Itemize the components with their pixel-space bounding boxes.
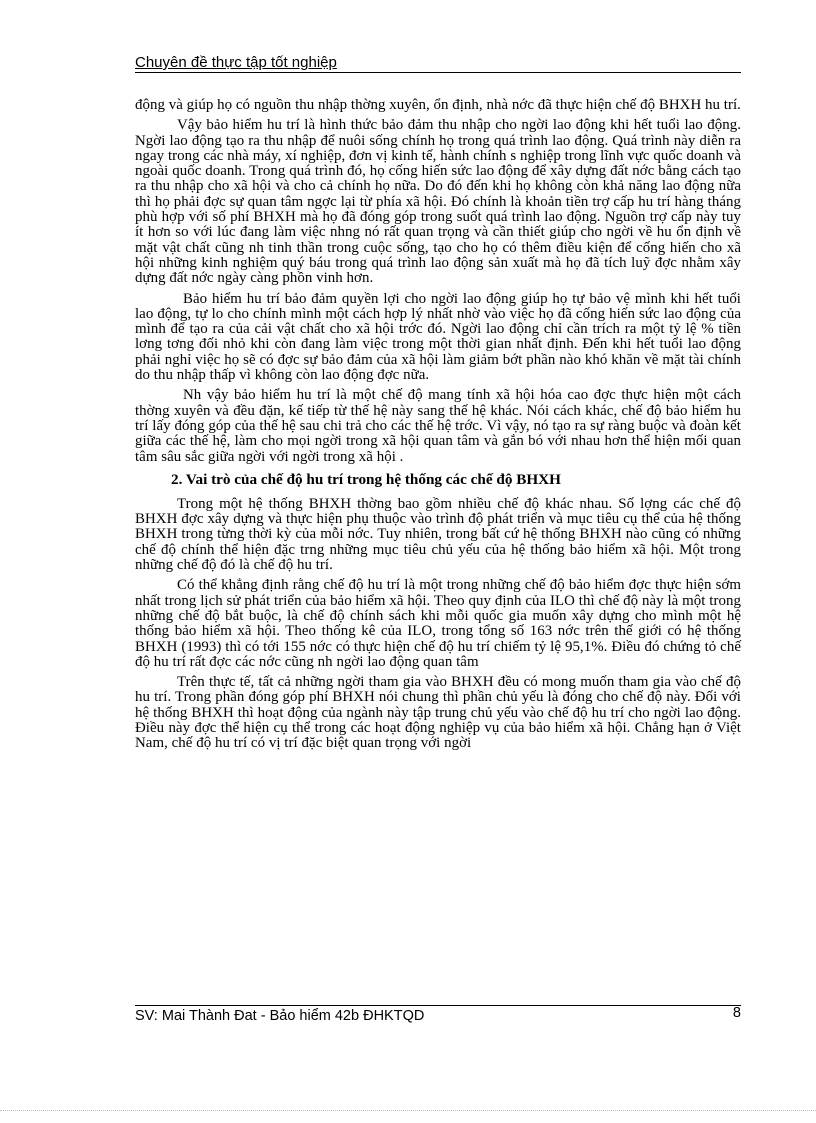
page-bottom-divider <box>0 1110 816 1111</box>
paragraph: Trong một hệ thống BHXH thờng bao gồm nhiều chế độ khác nhau. Số lợng các chế độ BHXH đợc xây dựng và thực hiện phụ thuộc vào trình độ phát triển và mục tiêu cụ thể của hệ thống BHXH trong từng thời kỳ của mỗi nớc. Tuy nhiên, trong bất cứ hệ thống BHXH nào cũng có những chế độ chính thể hiện đặc trng những mục tiêu chủ yếu của hệ thống bảo hiểm xã hội. Một trong những chế độ đó là chế độ hu trí. <box>135 495 741 574</box>
paragraph: Có thể khẳng định rằng chế độ hu trí là một trong những chế độ bảo hiểm đợc thực hiện sớm nhất trong lịch sử phát triển của bảo hiểm xã hội. Theo quy định của ILO thì chế độ này là một trong những chế độ bắt buộc, là chế độ chính sách khi mỗi quốc gia muốn xây dựng cho mình một hệ thống bảo hiểm xã hội. Theo thống kê của ILO, trong tổng số 163 nớc trên thế giới có hệ thống BHXH (1993) thì có tới 155 nớc có thực hiện chế độ hu trí chiếm tỷ lệ 95,1%. Điều đó chứng tỏ chế độ hu trí rất đợc các nớc cũng nh ngời lao động quan tâm <box>135 577 741 670</box>
header-title: Chuyên đề thực tập tốt nghiệp <box>135 54 337 71</box>
paragraph: động và giúp họ có nguồn thu nhập thờng xuyên, ổn định, nhà nớc đã thực hiện chế độ BHXH hu trí. <box>135 97 741 113</box>
section-heading: 2. Vai trò của chế độ hu trí trong hệ thống các chế độ BHXH <box>171 470 561 488</box>
page-header <box>135 52 741 73</box>
paragraph: Trên thực tế, tất cả những ngời tham gia vào BHXH đều có mong muốn tham gia vào chế độ hu trí. Trong phần đóng góp phí BHXH nói chung thì phần chủ yếu là đóng cho chế độ này. Đối với hệ thống BHXH thì hoạt động của ngành này tập trung chủ yếu vào chế độ hu trí cho ngời lao động. Điều này đợc thể hiện cụ thể trong các hoạt động nghiệp vụ của bảo hiểm xã hội. Chẳng hạn ở Việt Nam, chế độ hu trí có vị trí đặc biệt quan trọng với ngời <box>135 674 741 752</box>
footer-author: SV: Mai Thành Đat - Bảo hiểm 42b ĐHKTQD <box>135 1008 425 1024</box>
paragraph: Vậy bảo hiểm hu trí là hình thức bảo đảm thu nhập cho ngời lao động khi hết tuổi lao động. Ngời lao động tạo ra thu nhập để nuôi sống chính họ trong quá trình lao động. Quá trình này diễn ra ngay trong các nhà máy, xí nghiệp, đơn vị kinh tế, hành chính s nghiệp trong lĩnh vực quốc doanh và ngoài quốc doanh. Trong quá trình đó, họ cống hiến sức lao động để xây dựng đất nớc bằng cách tạo ra thu nhập cho xã hội và cho cả chính họ nữa. Do đó đến khi họ không còn khả năng lao động nữa thì họ phải đợc sự quan tâm ngợc lại từ phía xã hội. Đó chính là khoản tiền trợ cấp hu trí hàng tháng phù hợp với số phí BHXH mà họ đã đóng góp trong suốt quá trình lao động. Nguồn trợ cấp này tuy ít hơn so với lúc đang làm việc nhng nó rất quan trọng và cần thiết giúp cho ngời về hu ổn định về mặt vật chất cũng nh tinh thần trong cuộc sống, tạo cho họ có thêm điều kiện để cống hiến cho xã hội những kinh nghiệm quý báu trong quá trình lao động sản xuất mà họ đã tích luỹ đợc nhằm xây dựng đất nớc ngày càng phồn vinh hơn. <box>135 117 741 287</box>
page-footer <box>135 1005 741 1026</box>
document-body <box>135 98 741 757</box>
page-number: 8 <box>732 1005 741 1021</box>
paragraph: Bảo hiểm hu trí bảo đảm quyền lợi cho ngời lao động giúp họ tự bảo vệ mình khi hết tuổi lao động, tự lo cho chính mình một cách hợp lý nhất nhờ vào việc họ đã cống hiến sức lao động của mình để tạo ra của cải vật chất cho xã hội trớc đó. Ngời lao động chỉ cần trích ra một tỷ lệ % tiền lơng tơng đối nhỏ khi còn đang làm việc trong một thời gian nhất định. Đến khi hết tuổi lao động phải nghỉ việc họ sẽ có đợc sự bảo đảm của xã hội làm giảm bớt phần nào khó khăn về mặt tài chính do thu nhập thấp vì không còn lao động đợc nữa. <box>135 290 741 384</box>
paragraph: Nh vậy bảo hiểm hu trí là một chế độ mang tính xã hội hóa cao đợc thực hiện một cách thờng xuyên và đều đặn, kế tiếp từ thế hệ này sang thế hệ khác. Nói cách khác, chế độ bảo hiểm hu trí lấy đóng góp của thế hệ sau chi trả cho các thế hệ trớc. Vì vậy, nó tạo ra sự ràng buộc và đoàn kết giữa các thế hệ, làm cho mọi ngời trong xã hội quan tâm và gắn bó với nhau hơn thể hiện mối quan tâm sâu sắc giữa ngời với ngời trong xã hội . <box>135 387 741 465</box>
